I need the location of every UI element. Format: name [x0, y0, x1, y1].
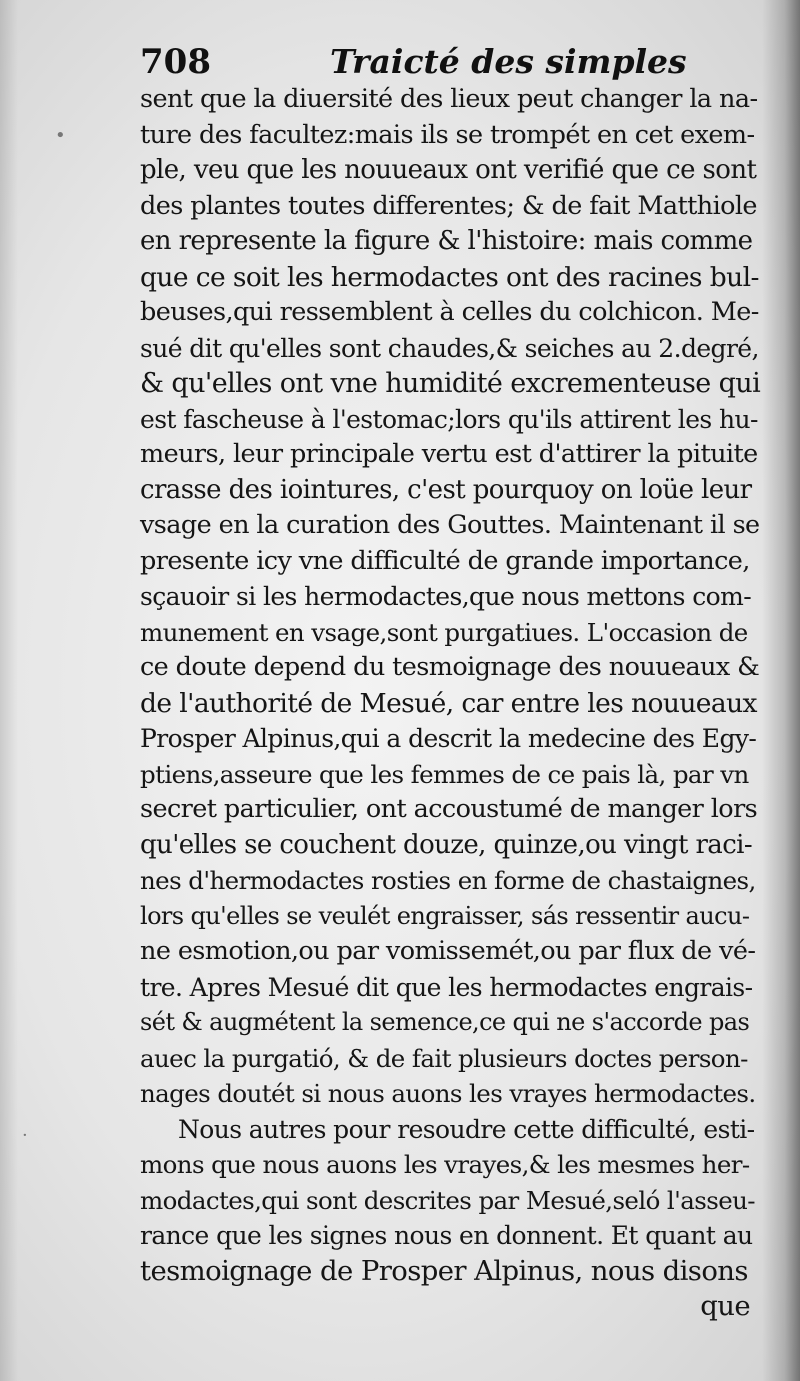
text-line: de l'authorité de Mesué, car entre les nouueaux	[140, 687, 757, 719]
text-line: ne esmotion,ou par vomissemét,ou par flux de vé-	[140, 936, 756, 966]
text-line: crasse des iointures, c'est pourquoy on loüe leur	[140, 474, 752, 505]
text-line: vsage en la curation des Gouttes. Maintenant il se	[140, 510, 760, 540]
gutter-shadow	[0, 0, 18, 1381]
text-line: presente icy vne difficulté de grande importance,	[140, 545, 750, 576]
text-line: tre. Apres Mesué dit que les hermodactes engrais-	[140, 972, 753, 1002]
running-title: Traicté des simples	[330, 42, 687, 81]
text-line: lors qu'elles se veulét engraisser, sás ressentir aucu-	[140, 901, 750, 930]
catchword: que	[700, 1290, 750, 1322]
text-line: que ce soit les hermodactes ont des racines bul-	[140, 261, 759, 293]
text-line: modactes,qui sont descrites par Mesué,seló l'asseu-	[140, 1185, 755, 1215]
text-line: des plantes toutes differentes; & de fait Matthiole	[140, 190, 757, 221]
text-line: est fascheuse à l'estomac;lors qu'ils attirent les hu-	[140, 404, 758, 434]
text-line: qu'elles se couchent douze, quinze,ou vingt raci-	[140, 829, 753, 860]
text-line: Nous autres pour resoudre cette difficulté, esti-	[178, 1114, 755, 1144]
text-line: ple, veu que les nouueaux ont verifié que ce sont	[140, 155, 757, 185]
text-line: meurs, leur principale vertu est d'attirer la pituite	[140, 439, 758, 469]
text-line: sçauoir si les hermodactes,que nous mettons com-	[140, 582, 752, 611]
page-edge-shadow	[762, 0, 800, 1381]
text-line: tesmoignage de Prosper Alpinus, nous disons	[140, 1254, 748, 1287]
text-line: Prosper Alpinus,qui a descrit la medecine des Egy-	[140, 724, 757, 753]
text-line: sent que la diuersité des lieux peut changer la na-	[140, 84, 758, 114]
text-line: sué dit qu'elles sont chaudes,& seiches au 2.degré,	[140, 333, 759, 363]
text-line: & qu'elles ont vne humidité excrementeuse qui	[140, 368, 761, 399]
text-line: sét & augmétent la semence,ce qui ne s'accorde pas	[140, 1008, 750, 1036]
text-line: nes d'hermodactes rosties en forme de chastaignes,	[140, 866, 756, 895]
text-line: munement en vsage,sont purgatiues. L'occasion de	[140, 617, 748, 647]
text-line: ture des facultez:mais ils se trompét en cet exem-	[140, 119, 755, 150]
text-line: mons que nous auons les vrayes,& les mesmes her-	[140, 1150, 750, 1179]
body-text	[140, 82, 760, 1325]
text-line: en represente la figure & l'histoire: mais comme	[140, 226, 753, 256]
page-number: 708	[140, 42, 211, 82]
text-line: beuses,qui ressemblent à celles du colchicon. Me-	[140, 297, 759, 327]
ink-speck: ·	[22, 1125, 28, 1146]
ink-speck: •	[55, 125, 66, 146]
text-line: secret particulier, ont accoustumé de manger lors	[140, 794, 758, 824]
text-line: rance que les signes nous en donnent. Et quant au	[140, 1221, 753, 1250]
text-line: auec la purgatió, & de fait plusieurs doctes person-	[140, 1043, 748, 1073]
text-line: ptiens,asseure que les femmes de ce pais là, par vn	[140, 759, 749, 789]
text-line: ce doute depend du tesmoignage des nouueaux &	[140, 652, 760, 682]
text-line: nages doutét si nous auons les vrayes hermodactes.	[140, 1079, 756, 1108]
page-header	[140, 38, 760, 86]
